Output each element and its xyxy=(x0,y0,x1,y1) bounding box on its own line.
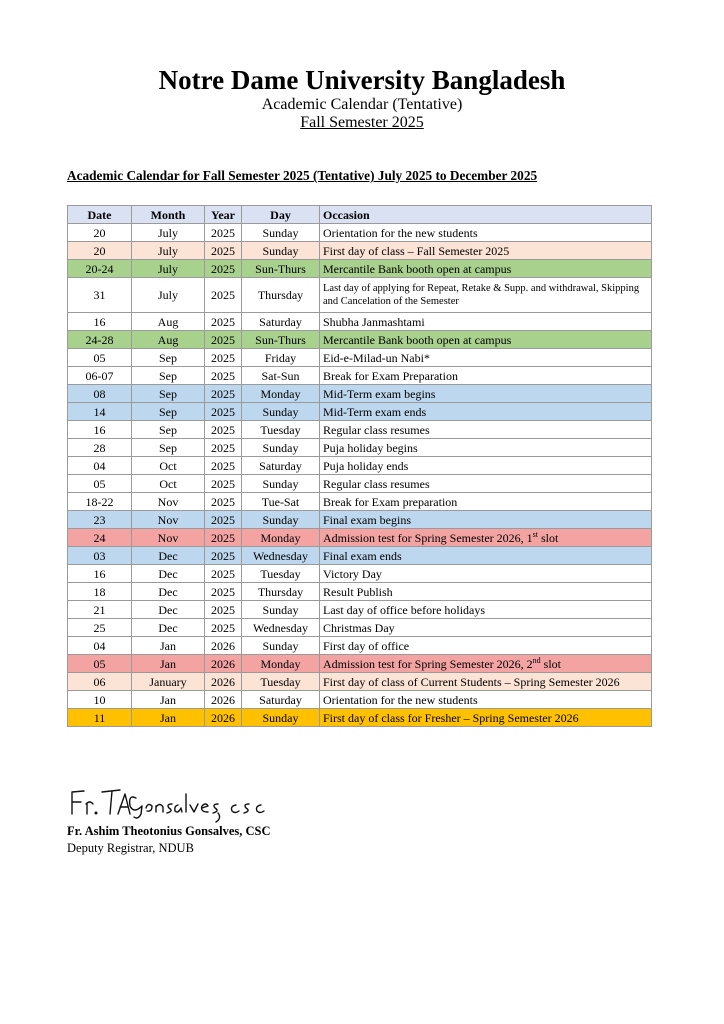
occasion-text: Victory Day xyxy=(323,566,382,581)
cell-date: 10 xyxy=(68,691,132,709)
cell-day: Sunday xyxy=(242,242,320,260)
cell-month: Dec xyxy=(132,619,205,637)
cell-year: 2025 xyxy=(205,565,242,583)
cell-date: 23 xyxy=(68,511,132,529)
occasion-text: Shubha Janmashtami xyxy=(323,314,425,329)
cell-year: 2025 xyxy=(205,331,242,349)
cell-year: 2026 xyxy=(205,691,242,709)
cell-month: July xyxy=(132,224,205,242)
cell-month: Jan xyxy=(132,637,205,655)
cell-occasion xyxy=(320,637,652,655)
cell-day: Thursday xyxy=(242,583,320,601)
cell-date: 04 xyxy=(68,637,132,655)
academic-calendar-table xyxy=(67,205,652,727)
cell-month: July xyxy=(132,242,205,260)
cell-year: 2025 xyxy=(205,403,242,421)
cell-year: 2025 xyxy=(205,475,242,493)
table-row xyxy=(68,511,652,529)
cell-day: Monday xyxy=(242,385,320,403)
cell-year: 2026 xyxy=(205,637,242,655)
occasion-text: Admission test for Spring Semester 2026, 2 xyxy=(323,656,533,671)
cell-date: 24 xyxy=(68,529,132,547)
table-row xyxy=(68,547,652,565)
signatory-name: Fr. Ashim Theotonius Gonsalves, CSC xyxy=(67,824,271,838)
table-header-row xyxy=(68,206,652,224)
cell-day: Tuesday xyxy=(242,673,320,691)
cell-month: January xyxy=(132,673,205,691)
cell-month: Nov xyxy=(132,529,205,547)
cell-occasion xyxy=(320,349,652,367)
table-row xyxy=(68,385,652,403)
cell-year: 2025 xyxy=(205,385,242,403)
occasion-text: First day of class for Fresher – Spring Semester 2026 xyxy=(323,710,579,725)
cell-date: 18-22 xyxy=(68,493,132,511)
cell-occasion xyxy=(320,691,652,709)
cell-occasion xyxy=(320,601,652,619)
cell-day: Monday xyxy=(242,655,320,673)
cell-day: Sunday xyxy=(242,224,320,242)
cell-day: Sun-Thurs xyxy=(242,260,320,278)
cell-month: Nov xyxy=(132,493,205,511)
occasion-text: Mid-Term exam begins xyxy=(323,386,436,401)
cell-year: 2026 xyxy=(205,673,242,691)
cell-occasion xyxy=(320,260,652,278)
table-row xyxy=(68,619,652,637)
occasion-text: Break for Exam preparation xyxy=(323,494,458,509)
column-header-day: Day xyxy=(242,206,320,224)
column-header-occasion: Occasion xyxy=(320,206,652,224)
table-row xyxy=(68,529,652,547)
document-subtitle: Academic Calendar (Tentative) xyxy=(261,96,463,113)
cell-date: 05 xyxy=(68,349,132,367)
cell-date: 18 xyxy=(68,583,132,601)
cell-occasion xyxy=(320,367,652,385)
cell-occasion xyxy=(320,619,652,637)
occasion-text: Puja holiday begins xyxy=(323,440,418,455)
cell-occasion xyxy=(320,709,652,727)
cell-year: 2025 xyxy=(205,439,242,457)
occasion-text: First day of class – Fall Semester 2025 xyxy=(323,243,510,258)
ordinal-suffix: nd xyxy=(532,655,541,665)
cell-occasion xyxy=(320,511,652,529)
cell-month: July xyxy=(132,278,205,313)
cell-date: 06-07 xyxy=(68,367,132,385)
column-header-month: Month xyxy=(132,206,205,224)
cell-date: 31 xyxy=(68,278,132,313)
cell-year: 2025 xyxy=(205,367,242,385)
cell-month: Sep xyxy=(132,421,205,439)
cell-month: Jan xyxy=(132,691,205,709)
cell-day: Sunday xyxy=(242,709,320,727)
table-row xyxy=(68,583,652,601)
occasion-text: Regular class resumes xyxy=(323,476,430,491)
cell-occasion xyxy=(320,278,652,313)
table-row xyxy=(68,367,652,385)
cell-year: 2025 xyxy=(205,278,242,313)
cell-day: Sunday xyxy=(242,403,320,421)
table-row xyxy=(68,331,652,349)
cell-day: Sunday xyxy=(242,637,320,655)
cell-day: Saturday xyxy=(242,691,320,709)
table-row xyxy=(68,421,652,439)
cell-occasion xyxy=(320,385,652,403)
occasion-text: Mid-Term exam ends xyxy=(323,404,427,419)
cell-year: 2025 xyxy=(205,493,242,511)
cell-occasion xyxy=(320,403,652,421)
cell-occasion xyxy=(320,493,652,511)
cell-day: Tuesday xyxy=(242,421,320,439)
cell-day: Sunday xyxy=(242,475,320,493)
table-row xyxy=(68,709,652,727)
table-row xyxy=(68,457,652,475)
occasion-text: Result Publish xyxy=(323,584,393,599)
column-header-year: Year xyxy=(205,206,242,224)
cell-occasion xyxy=(320,673,652,691)
cell-year: 2025 xyxy=(205,583,242,601)
cell-date: 16 xyxy=(68,421,132,439)
table-row xyxy=(68,601,652,619)
cell-occasion xyxy=(320,655,652,673)
signatory-role: Deputy Registrar, NDUB xyxy=(67,841,194,855)
occasion-suffix: slot xyxy=(538,530,559,545)
cell-occasion xyxy=(320,331,652,349)
cell-day: Wednesday xyxy=(242,547,320,565)
occasion-text: First day of class of Current Students – Spring Semester 2026 xyxy=(323,674,620,689)
cell-date: 24-28 xyxy=(68,331,132,349)
table-row xyxy=(68,637,652,655)
cell-year: 2025 xyxy=(205,349,242,367)
cell-day: Wednesday xyxy=(242,619,320,637)
cell-month: Oct xyxy=(132,457,205,475)
table-row xyxy=(68,278,652,313)
table-row xyxy=(68,673,652,691)
cell-date: 06 xyxy=(68,673,132,691)
occasion-text: Last day of applying for Repeat, Retake & Supp. and withdrawal, Skipping and Cancelation of the Semester xyxy=(323,283,640,307)
cell-day: Sunday xyxy=(242,511,320,529)
cell-date: 05 xyxy=(68,475,132,493)
cell-day: Saturday xyxy=(242,457,320,475)
table-row xyxy=(68,475,652,493)
cell-date: 05 xyxy=(68,655,132,673)
cell-year: 2025 xyxy=(205,242,242,260)
cell-occasion xyxy=(320,565,652,583)
cell-month: Dec xyxy=(132,565,205,583)
table-row xyxy=(68,655,652,673)
column-header-date: Date xyxy=(68,206,132,224)
cell-month: Aug xyxy=(132,331,205,349)
cell-month: Sep xyxy=(132,367,205,385)
cell-year: 2025 xyxy=(205,457,242,475)
table-row xyxy=(68,403,652,421)
table-row xyxy=(68,439,652,457)
cell-day: Saturday xyxy=(242,313,320,331)
occasion-text: Christmas Day xyxy=(323,620,395,635)
cell-day: Tue-Sat xyxy=(242,493,320,511)
table-row xyxy=(68,691,652,709)
cell-occasion xyxy=(320,242,652,260)
cell-day: Monday xyxy=(242,529,320,547)
cell-month: Jan xyxy=(132,709,205,727)
table-row xyxy=(68,242,652,260)
university-title: Notre Dame University Bangladesh xyxy=(158,65,566,95)
cell-month: Aug xyxy=(132,313,205,331)
occasion-text: Admission test for Spring Semester 2026, 1 xyxy=(323,530,533,545)
calendar-rows xyxy=(68,224,652,727)
cell-date: 20 xyxy=(68,224,132,242)
occasion-text: Last day of office before holidays xyxy=(323,602,486,617)
cell-year: 2025 xyxy=(205,260,242,278)
occasion-text: Mercantile Bank booth open at campus xyxy=(323,261,512,276)
table-row xyxy=(68,224,652,242)
cell-month: Sep xyxy=(132,349,205,367)
occasion-text: Break for Exam Preparation xyxy=(323,368,458,383)
cell-occasion xyxy=(320,313,652,331)
cell-day: Friday xyxy=(242,349,320,367)
cell-month: Jan xyxy=(132,655,205,673)
cell-occasion xyxy=(320,421,652,439)
cell-year: 2026 xyxy=(205,655,242,673)
cell-day: Tuesday xyxy=(242,565,320,583)
cell-year: 2025 xyxy=(205,529,242,547)
table-heading: Academic Calendar for Fall Semester 2025 (Tentative) July 2025 to December 2025 xyxy=(67,168,538,183)
occasion-text: Orientation for the new students xyxy=(323,225,478,240)
table-row xyxy=(68,349,652,367)
occasion-text: First day of office xyxy=(323,638,410,653)
cell-occasion xyxy=(320,583,652,601)
cell-date: 20-24 xyxy=(68,260,132,278)
cell-date: 20 xyxy=(68,242,132,260)
cell-occasion xyxy=(320,547,652,565)
cell-occasion xyxy=(320,439,652,457)
cell-date: 25 xyxy=(68,619,132,637)
semester-title-text: Fall Semester 2025 xyxy=(300,114,424,131)
cell-date: 16 xyxy=(68,565,132,583)
handwritten-signature xyxy=(68,784,278,824)
cell-month: Dec xyxy=(132,601,205,619)
occasion-text: Eid-e-Milad-un Nabi* xyxy=(323,350,430,365)
cell-month: Dec xyxy=(132,583,205,601)
cell-day: Sun-Thurs xyxy=(242,331,320,349)
cell-date: 14 xyxy=(68,403,132,421)
cell-year: 2025 xyxy=(205,619,242,637)
cell-occasion xyxy=(320,475,652,493)
cell-day: Sunday xyxy=(242,601,320,619)
cell-occasion xyxy=(320,457,652,475)
cell-month: Sep xyxy=(132,385,205,403)
cell-year: 2025 xyxy=(205,511,242,529)
cell-date: 16 xyxy=(68,313,132,331)
table-row xyxy=(68,313,652,331)
cell-year: 2025 xyxy=(205,224,242,242)
cell-day: Sat-Sun xyxy=(242,367,320,385)
occasion-text: Final exam begins xyxy=(323,512,411,527)
cell-date: 11 xyxy=(68,709,132,727)
cell-month: July xyxy=(132,260,205,278)
cell-date: 28 xyxy=(68,439,132,457)
cell-month: Sep xyxy=(132,403,205,421)
table-row xyxy=(68,565,652,583)
cell-year: 2025 xyxy=(205,421,242,439)
occasion-text: Mercantile Bank booth open at campus xyxy=(323,332,512,347)
cell-year: 2025 xyxy=(205,601,242,619)
cell-date: 08 xyxy=(68,385,132,403)
cell-day: Thursday xyxy=(242,278,320,313)
cell-year: 2025 xyxy=(205,547,242,565)
cell-date: 04 xyxy=(68,457,132,475)
cell-date: 21 xyxy=(68,601,132,619)
cell-date: 03 xyxy=(68,547,132,565)
occasion-text: Orientation for the new students xyxy=(323,692,478,707)
table-row xyxy=(68,260,652,278)
cell-month: Dec xyxy=(132,547,205,565)
table-row xyxy=(68,493,652,511)
cell-month: Nov xyxy=(132,511,205,529)
cell-year: 2026 xyxy=(205,709,242,727)
semester-title xyxy=(0,114,724,132)
occasion-suffix: slot xyxy=(540,656,561,671)
cell-year: 2025 xyxy=(205,313,242,331)
cell-month: Oct xyxy=(132,475,205,493)
occasion-text: Regular class resumes xyxy=(323,422,430,437)
ordinal-suffix: st xyxy=(532,529,538,539)
cell-day: Sunday xyxy=(242,439,320,457)
cell-occasion xyxy=(320,529,652,547)
occasion-text: Final exam ends xyxy=(323,548,402,563)
occasion-text: Puja holiday ends xyxy=(323,458,409,473)
cell-month: Sep xyxy=(132,439,205,457)
cell-occasion xyxy=(320,224,652,242)
